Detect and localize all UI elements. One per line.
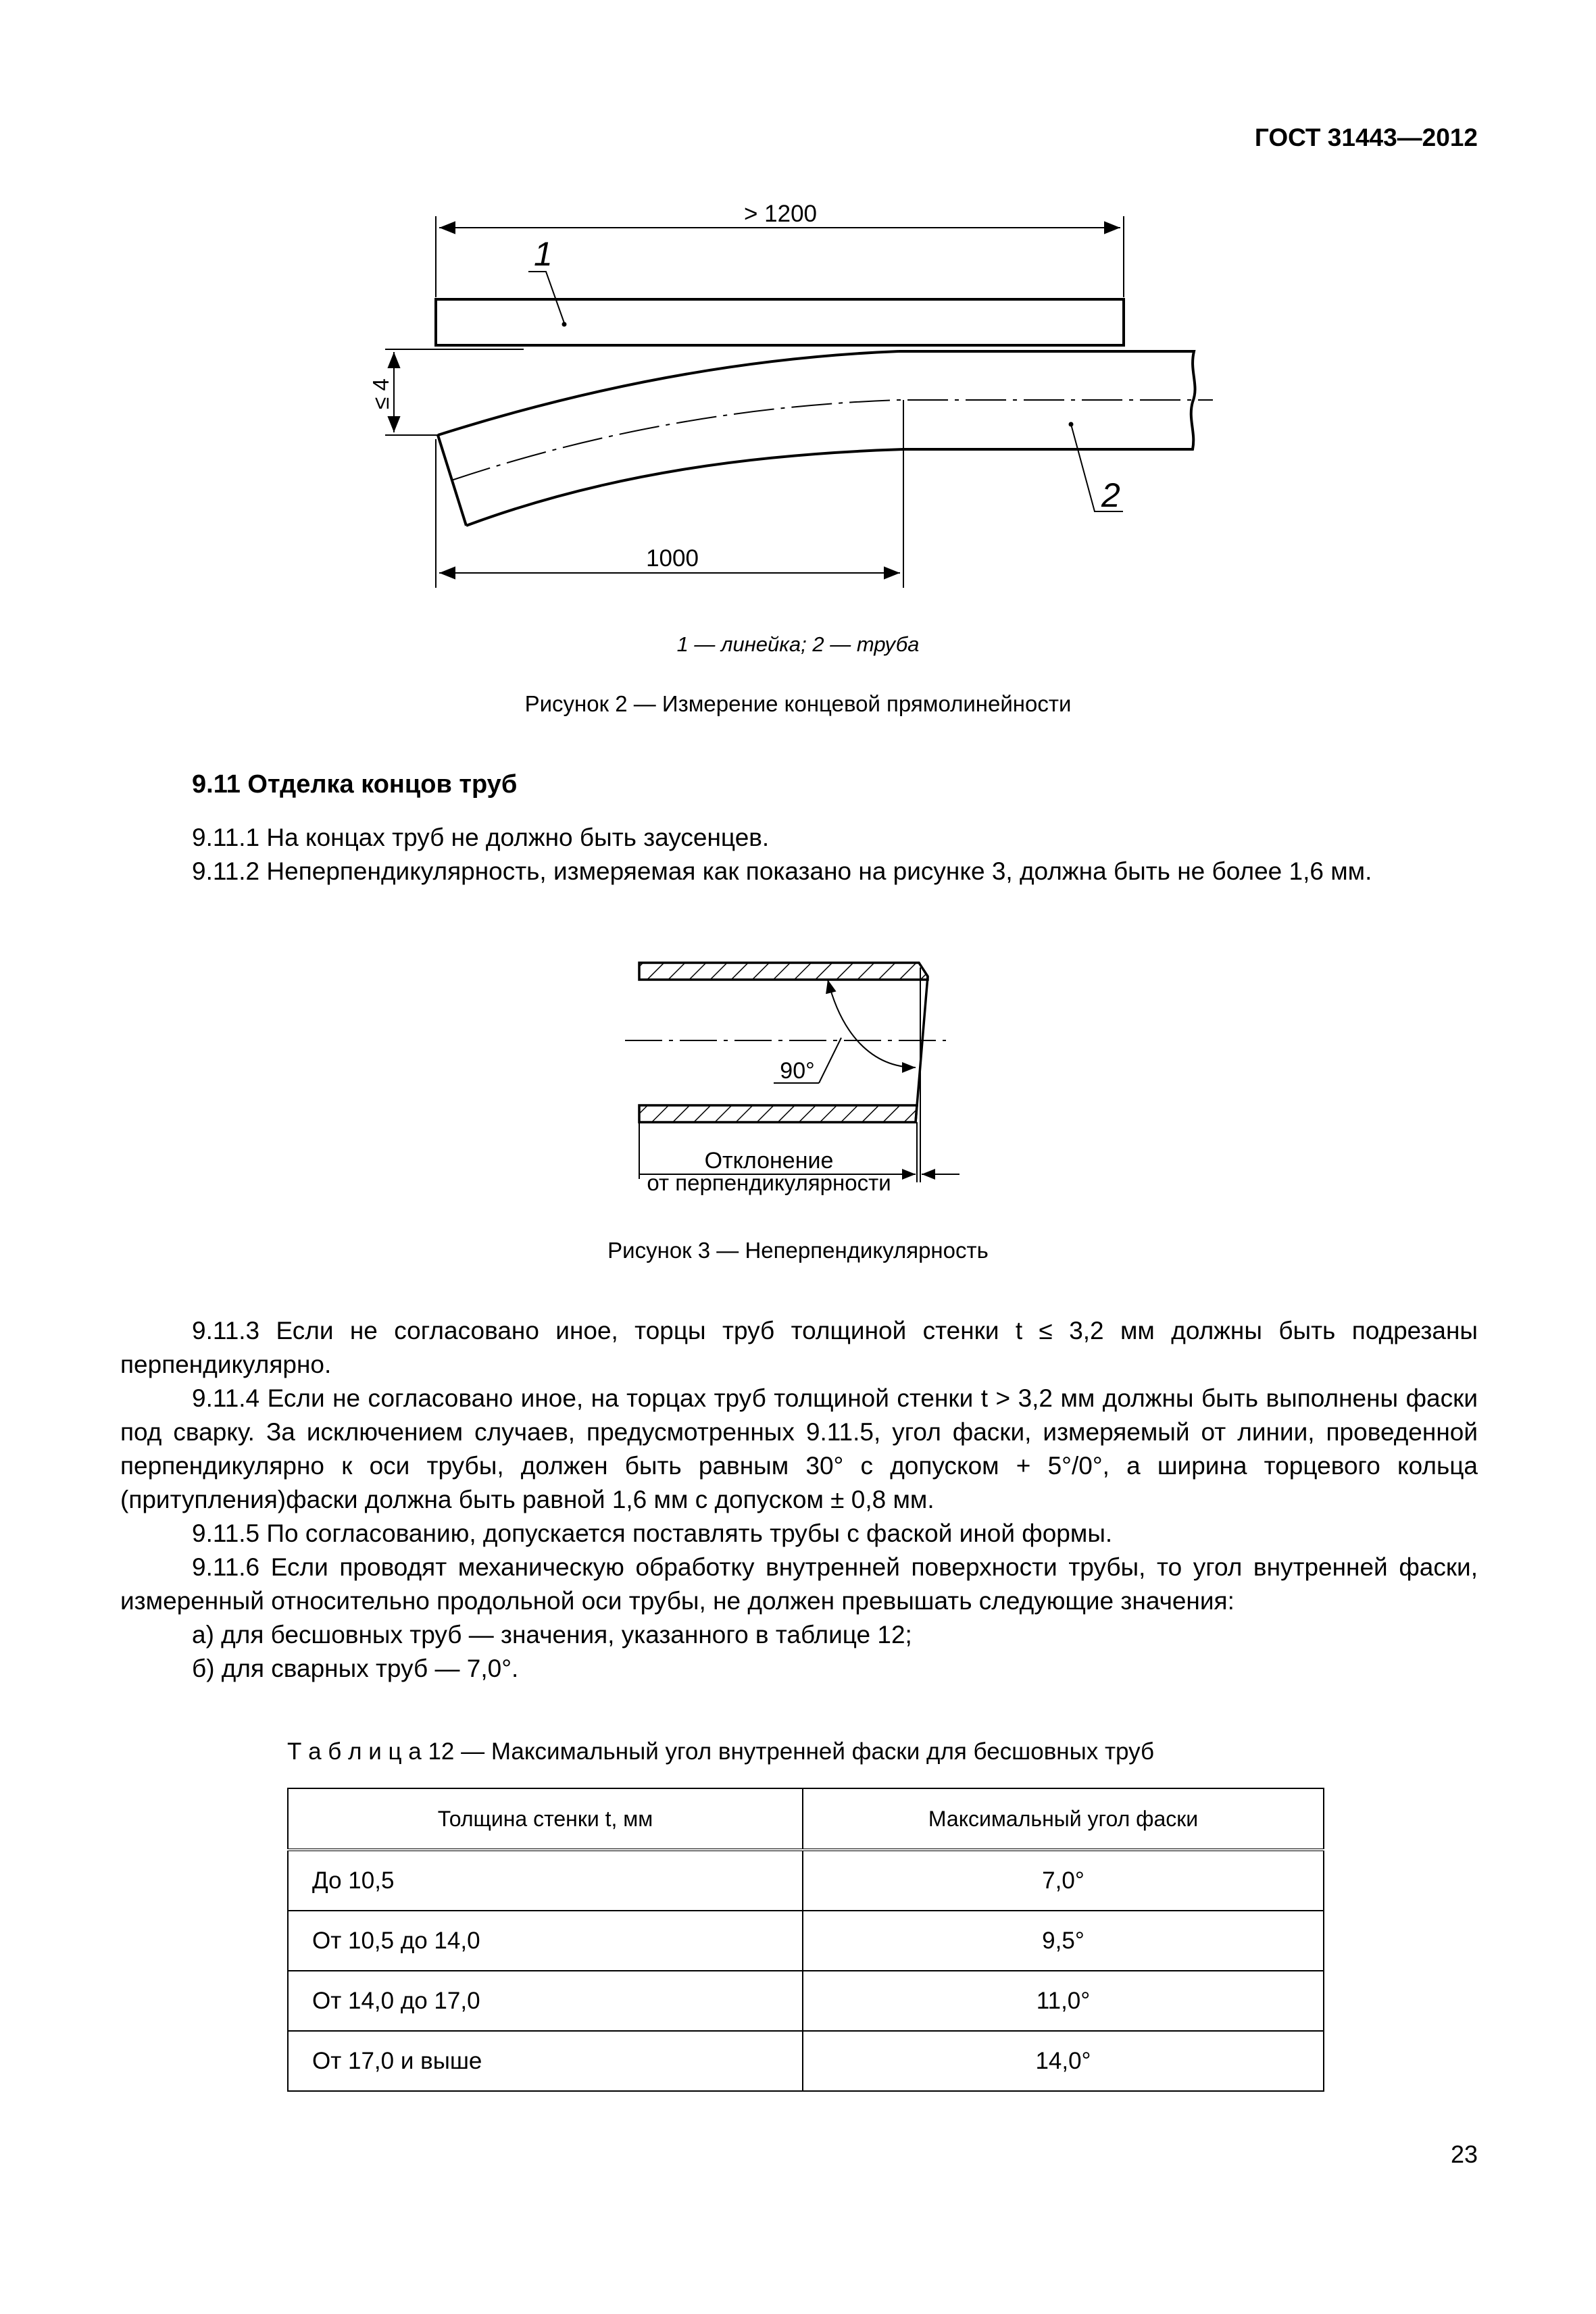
table-cell-thickness: От 17,0 и выше (288, 2031, 803, 2091)
marker-1: 1 (534, 235, 553, 273)
figure-2-drawing (0, 0, 1596, 608)
pipe-bent-top (438, 351, 899, 435)
dim-label-4: ≤ 4 (368, 378, 393, 409)
paragraph-text: 9.11.4 Если не согласовано иное, на торцах труб толщиной стенки t > 3,2 мм должны быть выполнены фаски под сварку. За исключением случаев, предусмотренных 9.11.5, угол фаски, измеряемый от линии, проведенной перпендикулярно к оси трубы, должен быть равным 30° с допуском + 5°/0°, а ширина торцевого кольца (притупления)фаски должна быть равной 1,6 мм с допуском ± 0,8 мм. (120, 1384, 1478, 1513)
deviation-label-1: Отклонение (704, 1148, 834, 1174)
table-cell-angle: 11,0° (803, 1971, 1324, 2031)
figure-3-caption: Рисунок 3 — Неперпендикулярность (607, 1238, 989, 1263)
doc-code-header: ГОСТ 31443—2012 (1254, 124, 1478, 151)
dim-label-1000: 1000 (646, 545, 699, 572)
paragraph-9-11-4 (120, 1382, 1478, 1517)
ruler (436, 299, 1124, 345)
angle-label: 90° (780, 1058, 815, 1084)
figure-3-drawing (0, 932, 1596, 1216)
table-header-angle: Максимальный угол фаски (803, 1788, 1324, 1850)
pipe-wall-bottom (639, 1105, 917, 1122)
angle-arc (828, 980, 916, 1067)
pipe-centreline (451, 400, 1213, 480)
figure-2-caption: Рисунок 2 — Измерение концевой прямолинейности (524, 691, 1072, 716)
table-cell-angle: 9,5° (803, 1911, 1324, 1971)
pipe-bent-bottom (466, 449, 903, 526)
table-row (288, 2031, 1324, 2091)
pipe-end-face (916, 976, 928, 1122)
marker-2: 2 (1101, 476, 1120, 514)
table-cell-thickness: От 10,5 до 14,0 (288, 1911, 803, 1971)
table-title-rest: 12 — Максимальный угол внутренней фаски для бесшовных труб (421, 1738, 1155, 1765)
pipe-wall-top (639, 963, 928, 980)
table-12 (287, 1788, 1324, 2092)
section-title: 9.11 Отделка концов труб (192, 770, 518, 799)
list-item-b: б) для сварных труб — 7,0°. (192, 1655, 519, 1682)
table-cell-thickness: До 10,5 (288, 1850, 803, 1911)
table-12-title (287, 1738, 1154, 1765)
table-cell-angle: 7,0° (803, 1850, 1324, 1911)
list-item-a: а) для бесшовных труб — значения, указанного в таблице 12; (192, 1621, 912, 1649)
angle-leader (819, 1038, 841, 1083)
dim-label-1200: > 1200 (743, 201, 818, 227)
deviation-label-2: от перпендикулярности (647, 1170, 891, 1195)
table-title-prefix: Т а б л и ц а (287, 1738, 422, 1765)
table-row (288, 1850, 1324, 1911)
paragraph-9-11-1: 9.11.1 На концах труб не должно быть заусенцев. (192, 824, 770, 851)
page-number: 23 (1450, 2140, 1478, 2168)
paragraph-9-11-3 (120, 1314, 1478, 1382)
table-row (288, 1911, 1324, 1971)
paragraph-9-11-6: 9.11.6 Если проводят механическую обработку внутренней поверхности трубы, то угол внутренней фаски, измеренный относительно продольной оси трубы, не должен превышать следующие значения: (120, 1553, 1478, 1615)
table-header-row (288, 1788, 1324, 1850)
table-row (288, 1971, 1324, 2031)
table-header-thickness: Толщина стенки t, мм (288, 1788, 803, 1850)
paragraph-9-11-5: 9.11.5 По согласованию, допускается поставлять трубы с фаской иной формы. (192, 1519, 1113, 1547)
table-cell-angle: 14,0° (803, 2031, 1324, 2091)
paragraph-text: 9.11.3 Если не согласовано иное, торцы труб толщиной стенки t ≤ 3,2 мм должны быть подрезаны перпендикулярно. (120, 1317, 1478, 1378)
figure-2-legend: 1 — линейка; 2 — труба (676, 632, 920, 656)
leader-dot (562, 322, 567, 327)
table-cell-thickness: От 14,0 до 17,0 (288, 1971, 803, 2031)
paragraph-9-11-2: 9.11.2 Неперпендикулярность, измеряемая как показано на рисунке 3, должна быть не более 1,6 мм. (192, 857, 1372, 885)
